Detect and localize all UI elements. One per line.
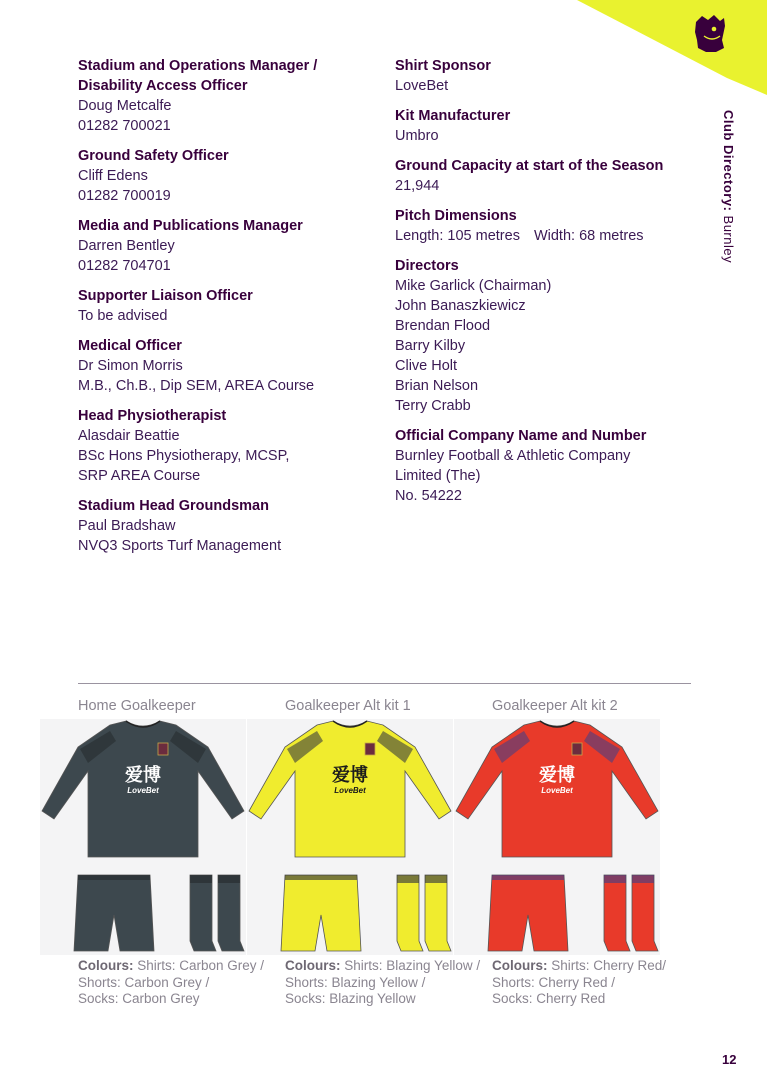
ground-capacity-label: Ground Capacity at start of the Season xyxy=(395,158,664,174)
directory-entry-value: Doug Metcalfe xyxy=(78,98,172,114)
director-name: Brendan Flood xyxy=(395,318,491,334)
directory-entry xyxy=(78,216,378,276)
directory-entry-value: Paul Bradshaw xyxy=(78,518,176,534)
directory-entry xyxy=(78,406,378,486)
kit-illustration xyxy=(247,719,453,955)
shirt-colour: Shirts: Carbon Grey / xyxy=(137,958,265,973)
directory-entry xyxy=(78,286,378,326)
directory-entry xyxy=(78,496,378,556)
directors-entry xyxy=(395,256,695,416)
sponsor-logo-text: LoveBet xyxy=(334,786,366,795)
colours-label: Colours: xyxy=(78,958,134,973)
directory-entry-label: Stadium and Operations Manager / Disability Access Officer xyxy=(78,58,318,94)
shorts-colour: Shorts: Cherry Red / xyxy=(492,974,616,990)
sponsor-logo-text: LoveBet xyxy=(541,786,573,795)
directory-entry-value: To be advised xyxy=(78,308,168,324)
goalkeeper-sock-graphic xyxy=(397,875,423,951)
sponsor-chinese-text: 爱博 xyxy=(539,765,575,786)
club-badge-icon xyxy=(365,743,375,755)
goalkeeper-sock-graphic xyxy=(425,875,451,951)
kit-colours-text xyxy=(285,958,491,1008)
pitch-dimensions-entry xyxy=(395,206,695,246)
directory-entry-value: SRP AREA Course xyxy=(78,468,201,484)
directory-entry-value: NVQ3 Sports Turf Management xyxy=(78,538,282,554)
shirt-colour: Shirts: Blazing Yellow / xyxy=(344,958,481,973)
directory-entry-label: Media and Publications Manager xyxy=(78,218,303,234)
sponsor-chinese-text: 爱博 xyxy=(125,765,161,786)
directory-entry-value: BSc Hons Physiotherapy, MCSP, xyxy=(78,448,290,464)
right-directory-column xyxy=(395,56,695,516)
kit-colours-text xyxy=(492,958,698,1008)
kit-colours-text xyxy=(78,958,284,1008)
directory-entry xyxy=(78,146,378,206)
kit-title: Home Goalkeeper xyxy=(78,698,196,714)
side-section-label xyxy=(716,110,740,270)
directory-entry-label: Supporter Liaison Officer xyxy=(78,288,253,304)
ground-capacity-value: 21,944 xyxy=(395,178,440,194)
director-name: Brian Nelson xyxy=(395,378,479,394)
director-name: John Banaszkiewicz xyxy=(395,298,526,314)
colours-label: Colours: xyxy=(285,958,341,973)
club-badge-icon xyxy=(572,743,582,755)
ground-capacity-entry xyxy=(395,156,695,196)
director-name: Terry Crabb xyxy=(395,398,471,414)
kit-illustration xyxy=(454,719,660,955)
goalkeeper-sock-graphic xyxy=(190,875,216,951)
shirt-sponsor-value: LoveBet xyxy=(395,78,449,94)
directory-entry-value: Alasdair Beattie xyxy=(78,428,180,444)
goalkeeper-shorts-graphic xyxy=(281,875,361,951)
shorts-colour: Shorts: Carbon Grey / xyxy=(78,974,210,990)
company-line: No. 54222 xyxy=(395,488,462,504)
goalkeeper-sock-graphic xyxy=(632,875,658,951)
socks-colour: Socks: Blazing Yellow xyxy=(285,991,416,1006)
directory-entry-label: Medical Officer xyxy=(78,338,182,354)
socks-colour: Socks: Carbon Grey xyxy=(78,991,200,1006)
shirt-sponsor-entry xyxy=(395,56,695,96)
goalkeeper-sock-graphic xyxy=(218,875,244,951)
directors-label: Directors xyxy=(395,258,459,274)
directory-entry xyxy=(78,336,378,396)
company-line: Limited (The) xyxy=(395,468,481,484)
directory-entry-label: Head Physiotherapist xyxy=(78,408,227,424)
directory-entry-label: Stadium Head Groundsman xyxy=(78,498,269,514)
director-name: Clive Holt xyxy=(395,358,458,374)
sponsor-logo-text: LoveBet xyxy=(127,786,159,795)
page-number: 12 xyxy=(722,1052,737,1067)
kit-manufacturer-value: Umbro xyxy=(395,128,439,144)
directory-entry-value: 01282 704701 xyxy=(78,258,171,274)
shirt-colour: Shirts: Cherry Red/ xyxy=(551,958,667,973)
directory-entry-value: Cliff Edens xyxy=(78,168,148,184)
directory-entry-value: Darren Bentley xyxy=(78,238,175,254)
kit-manufacturer-label: Kit Manufacturer xyxy=(395,108,511,124)
directory-entry-value: 01282 700021 xyxy=(78,118,171,134)
director-name: Barry Kilby xyxy=(395,338,466,354)
directory-entry-value: M.B., Ch.B., Dip SEM, AREA Course xyxy=(78,378,315,394)
director-name: Mike Garlick (Chairman) xyxy=(395,278,552,294)
kit-illustration xyxy=(40,719,246,955)
company-line: Burnley Football & Athletic Company xyxy=(395,448,631,464)
kit-title: Goalkeeper Alt kit 2 xyxy=(492,698,618,714)
company-label: Official Company Name and Number xyxy=(395,428,647,444)
directory-entry-label: Ground Safety Officer xyxy=(78,148,229,164)
goalkeeper-shorts-graphic xyxy=(488,875,568,951)
kit-manufacturer-entry xyxy=(395,106,695,146)
side-label-prefix: Club Directory: xyxy=(721,110,736,212)
goalkeeper-sock-graphic xyxy=(604,875,630,951)
pitch-width: Width: 68 metres xyxy=(533,228,644,244)
sponsor-chinese-text: 爱博 xyxy=(332,765,368,786)
goalkeeper-shorts-graphic xyxy=(74,875,154,951)
pitch-length: Length: 105 metres xyxy=(395,228,520,244)
pitch-dimensions-label: Pitch Dimensions xyxy=(395,208,517,224)
shorts-colour: Shorts: Blazing Yellow / xyxy=(285,974,426,990)
directory-entry-value: 01282 700019 xyxy=(78,188,171,204)
club-badge-icon xyxy=(158,743,168,755)
kit-title: Goalkeeper Alt kit 1 xyxy=(285,698,411,714)
company-entry xyxy=(395,426,695,506)
side-label-club: Burnley xyxy=(721,215,736,264)
shirt-sponsor-label: Shirt Sponsor xyxy=(395,58,491,74)
directory-entry xyxy=(78,56,378,136)
colours-label: Colours: xyxy=(492,958,548,973)
left-directory-column xyxy=(78,56,378,566)
socks-colour: Socks: Cherry Red xyxy=(492,991,606,1006)
directory-entry-value: Dr Simon Morris xyxy=(78,358,183,374)
section-divider xyxy=(78,683,691,684)
